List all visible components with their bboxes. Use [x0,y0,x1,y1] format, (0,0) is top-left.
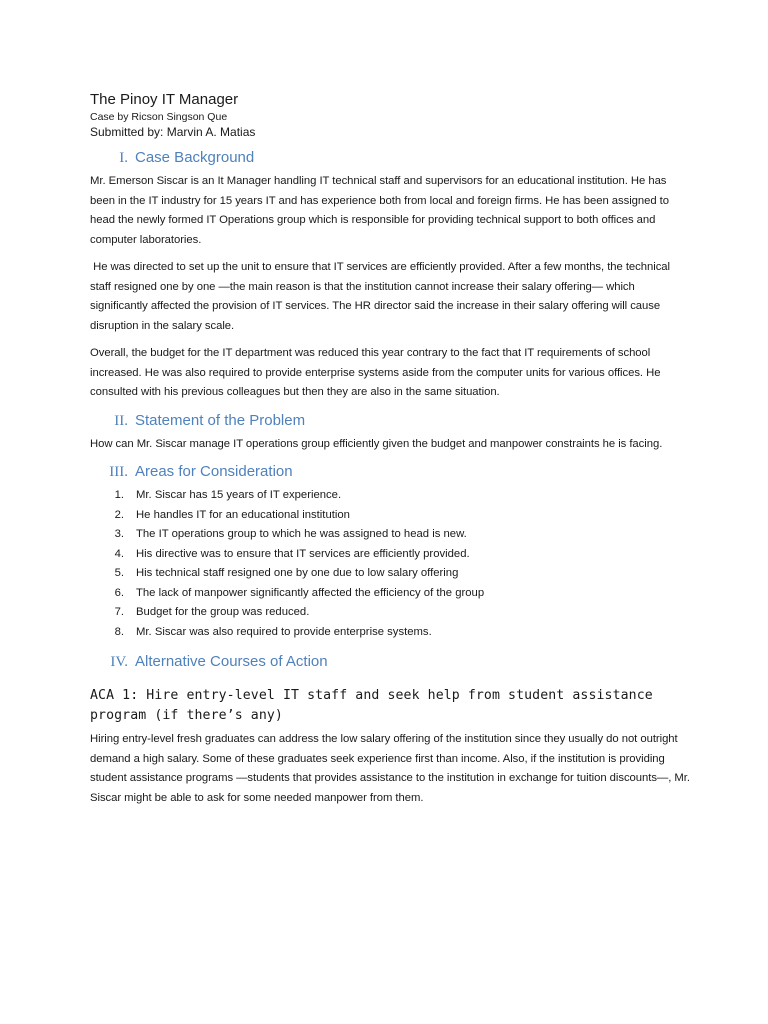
list-number: 6. [114,586,124,599]
aca-heading: ACA 1: Hire entry-level IT staff and seek help from student assistance program (if there’s any) [90,688,653,723]
list-number: 4. [114,547,124,560]
section-heading-case-background [90,148,690,168]
list-number: 2. [114,508,124,521]
list-item [90,584,690,604]
list-number: 3. [114,528,124,540]
list-text: Budget for the group was reduced. [136,606,310,618]
list-text: The IT operations group to which he was assigned to head is new. [136,528,467,540]
section-numeral: IV. [110,654,128,670]
section-title: Areas for Consideration [135,463,293,480]
paragraph: Overall, the budget for the IT department was reduced this year contrary to the fact that IT requirements of school increased. He was also required to provide enterprise systems aside from the computer units for various offices. He consulted with his previous colleagues but then they are also in the same situation. [90,347,661,398]
paragraph: He was directed to set up the unit to ensure that IT services are efficiently provided. After a few months, the technical staff resigned one by one —the main reason is that the institution cannot increase their salary offering— which significantly affected the provision of IT services. The HR director said the increase in their salary offering will cause disruption in the salary scale. [90,261,674,332]
case-author: Case by Ricson Singson Que [90,111,228,123]
list-item [90,486,690,506]
list-item [90,603,690,623]
paragraph: Mr. Emerson Siscar is an It Manager handling IT technical staff and supervisors for an educational institution. He has been in the IT industry for 15 years IT and has experience both from local and foreign firms. He has been assigned to head the newly formed IT Operations group which is responsible for providing technical support to both offices and computer laboratories. [90,175,669,246]
section-title: Statement of the Problem [135,411,306,429]
list-item [90,506,690,526]
list-number: 1. [114,489,124,501]
document-title: The Pinoy IT Manager [90,91,239,108]
section-title: Case Background [135,149,255,166]
paragraph: Hiring entry-level fresh graduates can address the low salary offering of the institution since they usually do not outright demand a high salary. Some of these graduates seek experience first than income. Also, if the institution is providing student assistance programs —students that provides assistance to the institution in exchange for tuition discounts—, Mr. Siscar might be able to ask for some needed manpower from them. [90,733,690,804]
section-heading-alternatives [90,652,690,672]
list-number: 5. [114,567,124,579]
list-item [90,623,690,643]
list-text: His technical staff resigned one by one due to low salary offering [136,567,459,579]
list-number: 7. [114,606,124,618]
section-numeral: II. [114,412,128,429]
list-text: Mr. Siscar was also required to provide enterprise systems. [136,625,432,638]
paragraph: How can Mr. Siscar manage IT operations group efficiently given the budget and manpower constraints he is facing. [90,437,663,450]
submitted-by: Submitted by: Marvin A. Matias [90,125,256,139]
list-text: His directive was to ensure that IT services are efficiently provided. [136,547,470,560]
section-numeral: I. [119,150,128,166]
section-numeral: III. [109,464,128,480]
section-heading-problem [90,411,690,431]
list-item [90,525,690,545]
section-title: Alternative Courses of Action [135,653,328,670]
section-heading-areas [90,462,690,482]
list-item [90,564,690,584]
list-number: 8. [114,625,124,638]
list-text: The lack of manpower significantly affected the efficiency of the group [136,586,485,599]
areas-list [90,486,690,642]
list-item [90,545,690,565]
list-text: Mr. Siscar has 15 years of IT experience. [136,489,342,501]
document-content [90,90,690,816]
list-text: He handles IT for an educational institution [136,508,350,521]
